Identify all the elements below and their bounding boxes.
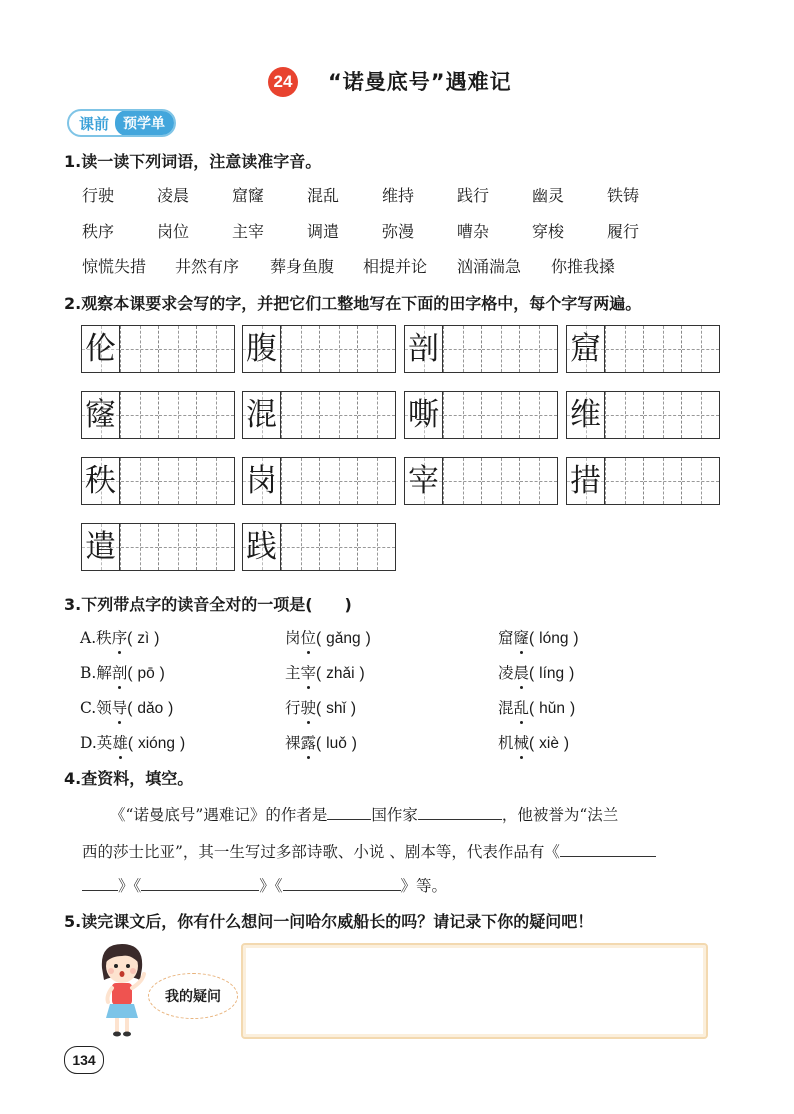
model-character: 岗 — [246, 463, 277, 499]
option-text: 裸 — [285, 734, 301, 752]
model-character-cell — [567, 458, 605, 504]
option-text: 凌 — [498, 664, 514, 682]
writing-cell[interactable] — [681, 392, 719, 438]
open-paren: ( — [127, 735, 133, 752]
dotted-character: 窿 — [514, 626, 530, 648]
writing-cell[interactable] — [519, 458, 557, 504]
close-paren: ) — [351, 735, 357, 752]
grid-box — [566, 457, 720, 505]
writing-cell[interactable] — [158, 326, 196, 372]
grid-box — [404, 391, 558, 439]
question-5-prompt: 5.读完课文后，你有什么想问一问哈尔威船长的吗？请记录下你的疑问吧！ — [64, 912, 594, 931]
open-paren: ( — [127, 630, 133, 647]
pinyin: líng — [539, 665, 565, 682]
pinyin: hǔn — [539, 700, 566, 717]
option-item — [285, 626, 371, 648]
grid-box — [242, 325, 396, 373]
blank-work-3[interactable] — [283, 876, 401, 891]
close-paren: ) — [573, 630, 579, 647]
model-character-cell — [567, 326, 605, 372]
blank-work-2[interactable] — [141, 876, 259, 891]
option-item — [498, 661, 574, 683]
option-text: 机 — [498, 734, 514, 752]
dotted-character: 驶 — [301, 696, 317, 718]
writing-cell[interactable] — [605, 392, 643, 438]
model-character: 践 — [246, 529, 277, 565]
writing-cell[interactable] — [196, 326, 234, 372]
dotted-character: 雄 — [112, 731, 128, 753]
model-character: 维 — [570, 397, 601, 433]
open-paren: ( — [316, 700, 322, 717]
word-item: 践行 — [457, 186, 490, 205]
grid-box — [81, 523, 235, 571]
option-item[interactable] — [80, 696, 173, 718]
dotted-character: 露 — [301, 731, 317, 753]
grid-box — [81, 325, 235, 373]
close-paren: ) — [359, 665, 365, 682]
word-item: 维持 — [382, 186, 415, 205]
writing-cell[interactable] — [319, 458, 357, 504]
close-paren: ) — [569, 700, 576, 717]
word-item: 相提并论 — [363, 257, 428, 276]
word-item: 混乱 — [307, 186, 340, 205]
model-character: 腹 — [246, 331, 277, 367]
writing-cell[interactable] — [681, 458, 719, 504]
model-character-cell — [405, 326, 443, 372]
model-character: 混 — [246, 397, 277, 433]
model-character-cell — [405, 458, 443, 504]
question-1-prompt: 1.读一读下列词语，注意读准字音。 — [64, 152, 322, 171]
pinyin: lóng — [539, 630, 569, 647]
page-number: 134 — [64, 1046, 104, 1074]
pinyin: xiè — [539, 735, 559, 752]
writing-cell[interactable] — [196, 392, 234, 438]
word-item: 主宰 — [232, 222, 265, 241]
blank-work-1[interactable] — [560, 842, 656, 857]
writing-cell[interactable] — [357, 326, 395, 372]
writing-cell[interactable] — [605, 326, 643, 372]
fill-text: 西的莎士比亚”，其一生写过多部诗歌、小说 、剧本等，代表作品有《 — [82, 843, 560, 861]
fill-text: 国作家 — [371, 806, 418, 824]
word-item: 葬身鱼腹 — [270, 257, 335, 276]
model-character: 措 — [570, 463, 601, 499]
word-item: 秩序 — [82, 222, 115, 241]
lesson-title: “诺曼底号”遇难记 — [328, 70, 512, 94]
word-item: 穿梭 — [532, 222, 565, 241]
model-character-cell — [243, 326, 281, 372]
close-paren: ) — [168, 700, 174, 717]
option-item — [498, 731, 569, 753]
writing-cell[interactable] — [120, 392, 158, 438]
writing-cell[interactable] — [319, 392, 357, 438]
model-character: 嘶 — [408, 397, 439, 433]
writing-cell[interactable] — [481, 326, 519, 372]
model-character-cell — [82, 524, 120, 570]
open-paren: ( — [529, 735, 535, 752]
writing-cell[interactable] — [120, 326, 158, 372]
grid-box — [81, 457, 235, 505]
grid-box — [81, 391, 235, 439]
open-paren: ( — [127, 700, 133, 717]
fill-text: 《“诺曼底号”遇难记》的作者是 — [110, 806, 328, 824]
writing-cell[interactable] — [281, 524, 319, 570]
pinyin: shǐ — [326, 700, 346, 717]
word-item: 井然有序 — [175, 257, 240, 276]
dotted-character: 导 — [112, 696, 128, 718]
writing-cell[interactable] — [357, 524, 395, 570]
writing-cell[interactable] — [357, 392, 395, 438]
writing-cell[interactable] — [643, 326, 681, 372]
dotted-character: 宰 — [301, 661, 317, 683]
fill-line-1 — [110, 803, 618, 825]
model-character-cell — [243, 392, 281, 438]
grid-box — [404, 325, 558, 373]
model-character: 秩 — [85, 463, 116, 499]
writing-cell[interactable] — [120, 524, 158, 570]
close-paren: ) — [365, 630, 371, 647]
writing-cell[interactable] — [481, 392, 519, 438]
writing-cell[interactable] — [158, 458, 196, 504]
model-character: 伦 — [85, 331, 116, 367]
close-paren: ) — [154, 630, 160, 647]
dotted-character: 晨 — [514, 661, 530, 683]
dotted-character: 剖 — [112, 661, 128, 683]
model-character-cell — [82, 392, 120, 438]
fill-line-2 — [82, 840, 656, 862]
open-paren: ( — [529, 665, 535, 682]
grid-box — [242, 523, 396, 571]
model-character: 遣 — [85, 529, 116, 565]
tag-left-label: 课前 — [79, 114, 110, 133]
word-item: 凌晨 — [157, 186, 190, 205]
pinyin: zì — [137, 630, 150, 647]
word-item: 惊慌失措 — [82, 257, 147, 276]
writing-cell[interactable] — [443, 326, 481, 372]
word-item: 铁铸 — [607, 186, 640, 205]
option-text: 主 — [285, 664, 301, 682]
writing-cell[interactable] — [681, 326, 719, 372]
writing-cell[interactable] — [281, 458, 319, 504]
writing-cell[interactable] — [319, 326, 357, 372]
close-paren: ) — [179, 735, 186, 752]
option-item — [285, 696, 356, 718]
model-character-cell — [82, 458, 120, 504]
girl-illustration — [90, 938, 154, 1038]
model-character: 剖 — [408, 331, 439, 367]
option-item — [285, 661, 365, 683]
blank-work-1-cont[interactable] — [82, 876, 118, 891]
writing-cell[interactable] — [319, 524, 357, 570]
option-item — [498, 696, 575, 718]
open-paren: ( — [529, 700, 535, 717]
close-paren: ) — [563, 735, 570, 752]
option-text: A.秩 — [80, 629, 112, 647]
writing-cell[interactable] — [196, 524, 234, 570]
pinyin: zhǎi — [326, 665, 355, 682]
writing-cell[interactable] — [443, 458, 481, 504]
writing-cell[interactable] — [643, 392, 681, 438]
pinyin: xióng — [137, 735, 175, 752]
fill-text: 》《 — [118, 877, 142, 895]
lesson-number-badge: 24 — [268, 67, 298, 97]
word-item: 窟窿 — [232, 186, 265, 205]
question-bubble: 我的疑问 — [148, 973, 238, 1019]
option-text: C.领 — [80, 699, 112, 717]
grid-box — [404, 457, 558, 505]
question-4-prompt: 4.查资料，填空。 — [64, 769, 194, 788]
model-character-cell — [405, 392, 443, 438]
fill-text: 》等。 — [400, 877, 448, 895]
open-paren: ( — [316, 735, 322, 752]
tag-right-label: 预学单 — [115, 110, 175, 136]
close-paren: ) — [569, 665, 575, 682]
writing-cell[interactable] — [357, 458, 395, 504]
word-item: 嘈杂 — [457, 222, 490, 241]
option-item[interactable] — [80, 661, 165, 683]
dotted-character: 序 — [112, 626, 128, 648]
open-paren: ( — [316, 665, 322, 682]
writing-cell[interactable] — [281, 392, 319, 438]
model-character: 宰 — [408, 463, 439, 499]
open-paren: ( — [127, 665, 133, 682]
model-character-cell — [243, 458, 281, 504]
writing-cell[interactable] — [519, 392, 557, 438]
writing-cell[interactable] — [158, 524, 196, 570]
word-item: 你推我搡 — [551, 257, 616, 276]
fill-line-3 — [82, 874, 447, 896]
word-item: 履行 — [607, 222, 640, 241]
writing-cell[interactable] — [443, 392, 481, 438]
model-character: 窟 — [570, 331, 601, 367]
grid-box — [242, 457, 396, 505]
pinyin: dǎo — [137, 700, 164, 717]
fill-text: ，他被誉为“法兰 — [501, 806, 619, 824]
option-item — [498, 626, 579, 648]
blank-author[interactable] — [418, 805, 502, 820]
question-2-prompt: 2.观察本课要求会写的字，并把它们工整地写在下面的田字格中，每个字写两遍。 — [64, 294, 642, 313]
word-item: 汹涌湍急 — [457, 257, 522, 276]
pinyin: pō — [137, 665, 155, 682]
model-character: 窿 — [85, 397, 116, 433]
blank-nationality[interactable] — [327, 805, 371, 820]
option-item[interactable] — [80, 626, 159, 648]
writing-cell[interactable] — [519, 326, 557, 372]
dotted-character: 乱 — [514, 696, 530, 718]
dotted-character: 位 — [301, 626, 317, 648]
pinyin: luǒ — [326, 735, 347, 752]
writing-cell[interactable] — [605, 458, 643, 504]
grid-box — [566, 325, 720, 373]
writing-cell[interactable] — [158, 392, 196, 438]
writing-cell[interactable] — [120, 458, 158, 504]
model-character-cell — [82, 326, 120, 372]
word-item: 调遣 — [307, 222, 340, 241]
writing-cell[interactable] — [643, 458, 681, 504]
dotted-character: 械 — [514, 731, 530, 753]
grid-box — [242, 391, 396, 439]
writing-cell[interactable] — [281, 326, 319, 372]
close-paren: ) — [350, 700, 357, 717]
open-paren: ( — [529, 630, 535, 647]
word-item: 岗位 — [157, 222, 190, 241]
grid-box — [566, 391, 720, 439]
option-text: 行 — [285, 699, 301, 717]
writing-cell[interactable] — [481, 458, 519, 504]
option-text: D.英 — [80, 734, 113, 752]
open-paren: ( — [316, 630, 322, 647]
fill-text: 》《 — [259, 877, 283, 895]
word-item: 幽灵 — [532, 186, 565, 205]
model-character-cell — [243, 524, 281, 570]
option-text: 混 — [498, 699, 514, 717]
option-text: 岗 — [285, 629, 301, 647]
option-text: B.解 — [80, 664, 112, 682]
writing-cell[interactable] — [196, 458, 234, 504]
option-item — [285, 731, 357, 753]
option-text: 窟 — [498, 629, 514, 647]
question-3-prompt: 3.下列带点字的读音全对的一项是( ) — [64, 595, 352, 614]
word-item: 行驶 — [82, 186, 115, 205]
question-answer-box[interactable] — [241, 943, 708, 1039]
model-character-cell — [567, 392, 605, 438]
close-paren: ) — [159, 665, 165, 682]
pre-class-tag — [67, 109, 176, 137]
pinyin: gǎng — [326, 630, 361, 647]
option-item[interactable] — [80, 731, 185, 753]
word-item: 弥漫 — [382, 222, 415, 241]
